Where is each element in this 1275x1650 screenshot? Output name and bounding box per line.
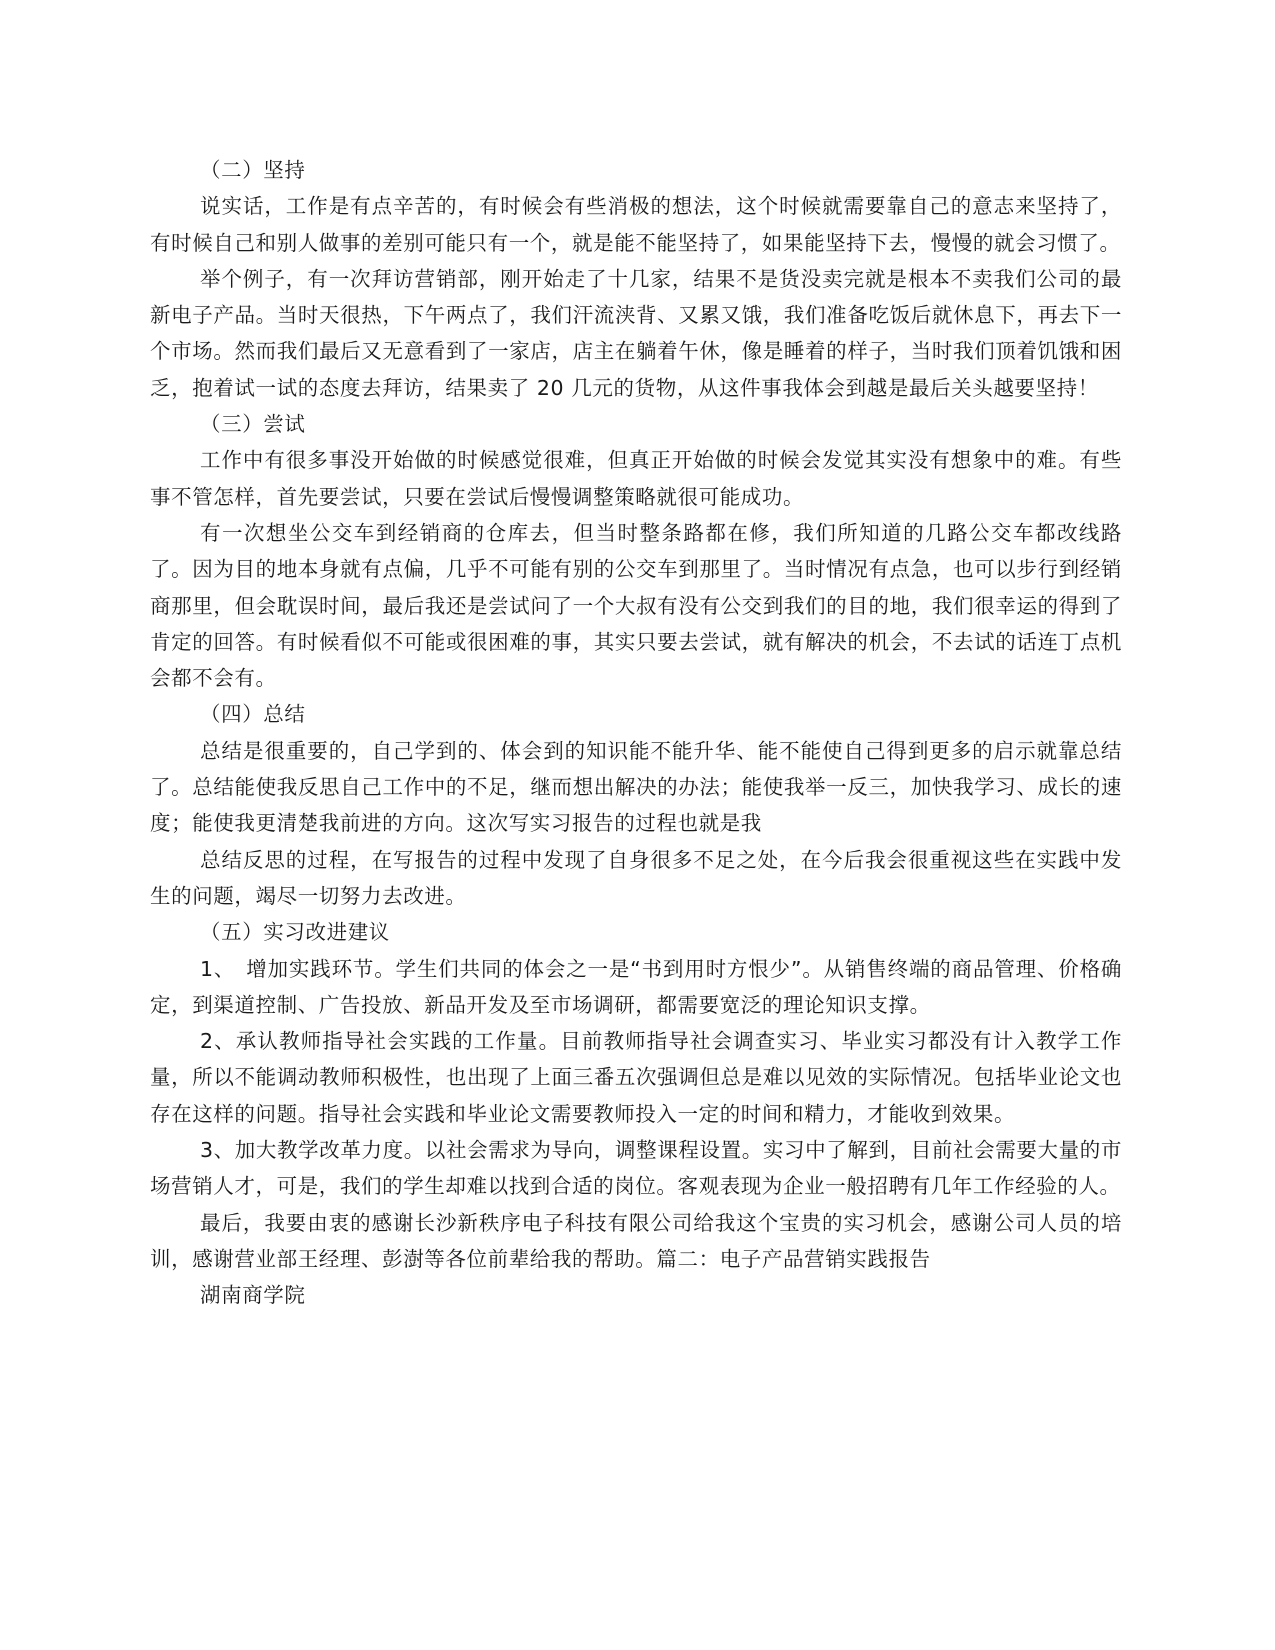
section-heading-persistence: （二）坚持 [200,158,306,182]
closing-paragraph: 最后，我要由衷的感谢长沙新秩序电子科技有限公司给我这个宝贵的实习机会，感谢公司人员的培训，感谢营业部王经理、彭澍等各位前辈给我的帮助。篇二：电子产品营销实践报告 [150,1210,1122,1271]
paragraph: 总结反思的过程，在写报告的过程中发现了自身很多不足之处，在今后我会很重视这些在实践中发生的问题，竭尽一切努力去改进。 [150,847,1122,908]
suggestion-item-2: 2、承认教师指导社会实践的工作量。目前教师指导社会调查实习、毕业实习都没有计入教学工作量，所以不能调动教师积极性，也出现了上面三番五次强调但总是难以见效的实际情况。包括毕业论文也存在这样的问题。指导社会实践和毕业论文需要教师投入一定的时间和精力，才能收到效果。 [150,1029,1122,1126]
suggestion-item-1: 1、 增加实践环节。学生们共同的体会之一是“书到用时方恨少”。从销售终端的商品管理、价格确定，到渠道控制、广告投放、新品开发及至市场调研，都需要宽泛的理论知识支撑。 [150,956,1122,1017]
document-body [150,152,1122,1314]
paragraph: 说实话，工作是有点辛苦的，有时候会有些消极的想法，这个时候就需要靠自己的意志来坚持了，有时候自己和别人做事的差别可能只有一个，就是能不能坚持了，如果能坚持下去，慢慢的就会习惯了。 [150,194,1122,255]
section-heading-attempt: （三）尝试 [200,412,306,437]
section-heading-summary: （四）总结 [200,702,306,727]
paragraph: 有一次想坐公交车到经销商的仓库去，但当时整条路都在修，我们所知道的几路公交车都改线路了。因为目的地本身就有点偏，几乎不可能有别的公交车到那里了。当时情况有点急，也可以步行到经销商那里，但会耽误时间，最后我还是尝试问了一个大叔有没有公交到我们的目的地，我们很幸运的得到了肯定的回答。有时候看似不可能或很困难的事，其实只要去尝试，就有解决的机会，不去试的话连丁点机会都不会有。 [150,520,1122,691]
paragraph: 总结是很重要的，自己学到的、体会到的知识能不能升华、能不能使自己得到更多的启示就靠总结了。总结能使我反思自己工作中的不足，继而想出解决的办法；能使我举一反三，加快我学习、成长的速度；能使我更清楚我前进的方向。这次写实习报告的过程也就是我 [150,738,1122,836]
paragraph: 工作中有很多事没开始做的时候感觉很难，但真正开始做的时候会发觉其实没有想象中的难。有些事不管怎样，首先要尝试，只要在尝试后慢慢调整策略就很可能成功。 [150,448,1122,509]
paragraph: 举个例子，有一次拜访营销部，刚开始走了十几家，结果不是货没卖完就是根本不卖我们公司的最新电子产品。当时天很热，下午两点了，我们汗流浃背、又累又饿，我们准备吃饭后就休息下，再去下一个市场。然而我们最后又无意看到了一家店，店主在躺着午休，像是睡着的样子，当时我们顶着饥饿和困乏，抱着试一试的态度去拜访，结果卖了 20 几元的货物，从这件事我体会到越是最后关头越要坚持！ [150,266,1122,400]
section-heading-suggestions: （五）实习改进建议 [200,920,390,945]
suggestion-item-3: 3、加大教学改革力度。以社会需求为导向，调整课程设置。实习中了解到，目前社会需要大量的市场营销人才，可是，我们的学生却难以找到合适的岗位。客观表现为企业一般招聘有几年工作经验的人。 [150,1138,1122,1199]
institution-name: 湖南商学院 [200,1283,306,1308]
